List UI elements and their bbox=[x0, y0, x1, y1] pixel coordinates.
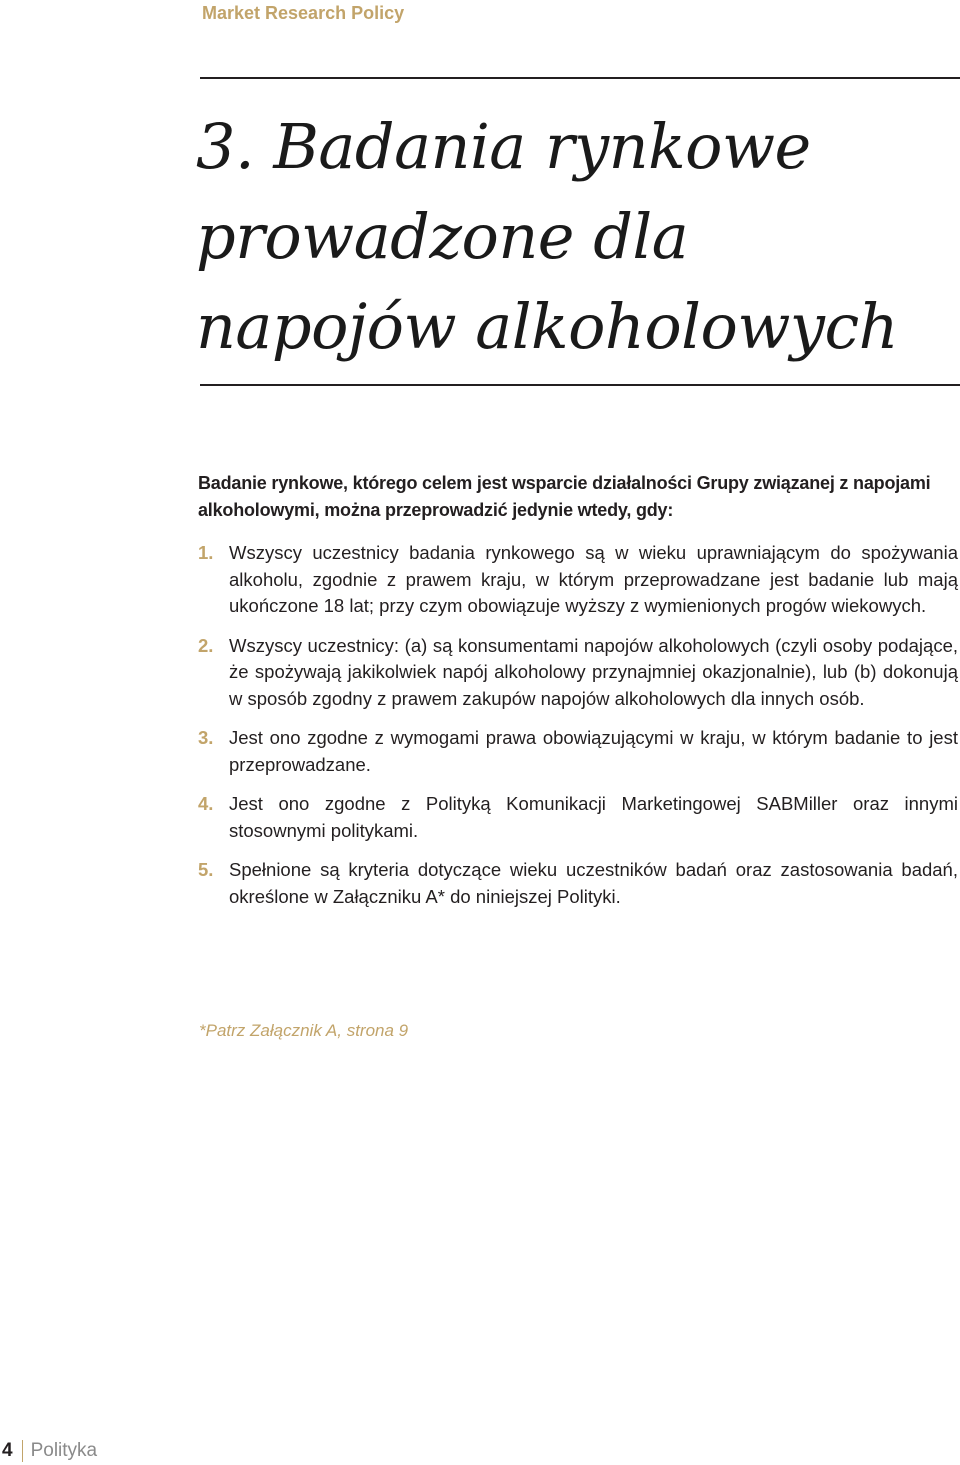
condition-number: 4. bbox=[198, 793, 214, 814]
condition-item bbox=[198, 540, 958, 620]
condition-text: Jest ono zgodne z Polityką Komunikacji Marketingowej SABMiller oraz innymi stosownymi politykami. bbox=[229, 793, 958, 841]
condition-item bbox=[198, 857, 958, 910]
condition-text: Jest ono zgodne z wymogami prawa obowiązującymi w kraju, w którym badanie to jest przeprowadzane. bbox=[229, 727, 958, 775]
title-line: napojów alkoholowych bbox=[196, 290, 899, 363]
condition-text: Wszyscy uczestnicy: (a) są konsumentami napojów alkoholowych (czyli osoby podające, że spożywają jakikolwiek napój alkoholowy przynajmniej okazjonalnie), lub (b) dokonują w sposób zgodny z prawem zakupów napojów alkoholowych dla innych osób. bbox=[229, 634, 958, 709]
title-line: prowadzone dla bbox=[196, 200, 689, 273]
running-header: Market Research Policy bbox=[202, 3, 405, 23]
condition-number: 5. bbox=[198, 859, 214, 880]
condition-item bbox=[198, 725, 958, 778]
footnote: *Patrz Załącznik A, strona 9 bbox=[199, 1021, 409, 1040]
page-number: 4 bbox=[2, 1440, 13, 1461]
page-footer bbox=[2, 1440, 97, 1462]
condition-number: 3. bbox=[198, 727, 214, 748]
page-title bbox=[196, 102, 916, 372]
condition-item bbox=[198, 633, 958, 713]
condition-number: 2. bbox=[198, 634, 214, 656]
intro-paragraph: Badanie rynkowe, którego celem jest wsparcie działalności Grupy związanej z napojami alkoholowymi, można przeprowadzić jedynie wtedy, gdy: bbox=[198, 473, 931, 520]
title-divider bbox=[200, 384, 960, 386]
footer-section-name: Polityka bbox=[30, 1440, 98, 1461]
condition-item bbox=[198, 791, 958, 844]
condition-number: 1. bbox=[198, 542, 214, 563]
footer-divider bbox=[22, 1440, 23, 1462]
condition-text: Spełnione są kryteria dotyczące wieku uczestników badań oraz zastosowania badań, określone w Załączniku A* do niniejszej Polityki. bbox=[229, 859, 958, 907]
title-line: 3. Badania rynkowe bbox=[196, 110, 811, 183]
conditions-list bbox=[198, 540, 958, 923]
condition-text: Wszyscy uczestnicy badania rynkowego są w wieku uprawniającym do spożywania alkoholu, zgodnie z prawem kraju, w którym przeprowadzane jest badanie lub mają ukończone 18 lat; przy czym obowiązuje wyższy z wymienionych progów wiekowych. bbox=[229, 542, 958, 616]
top-divider bbox=[200, 77, 960, 79]
